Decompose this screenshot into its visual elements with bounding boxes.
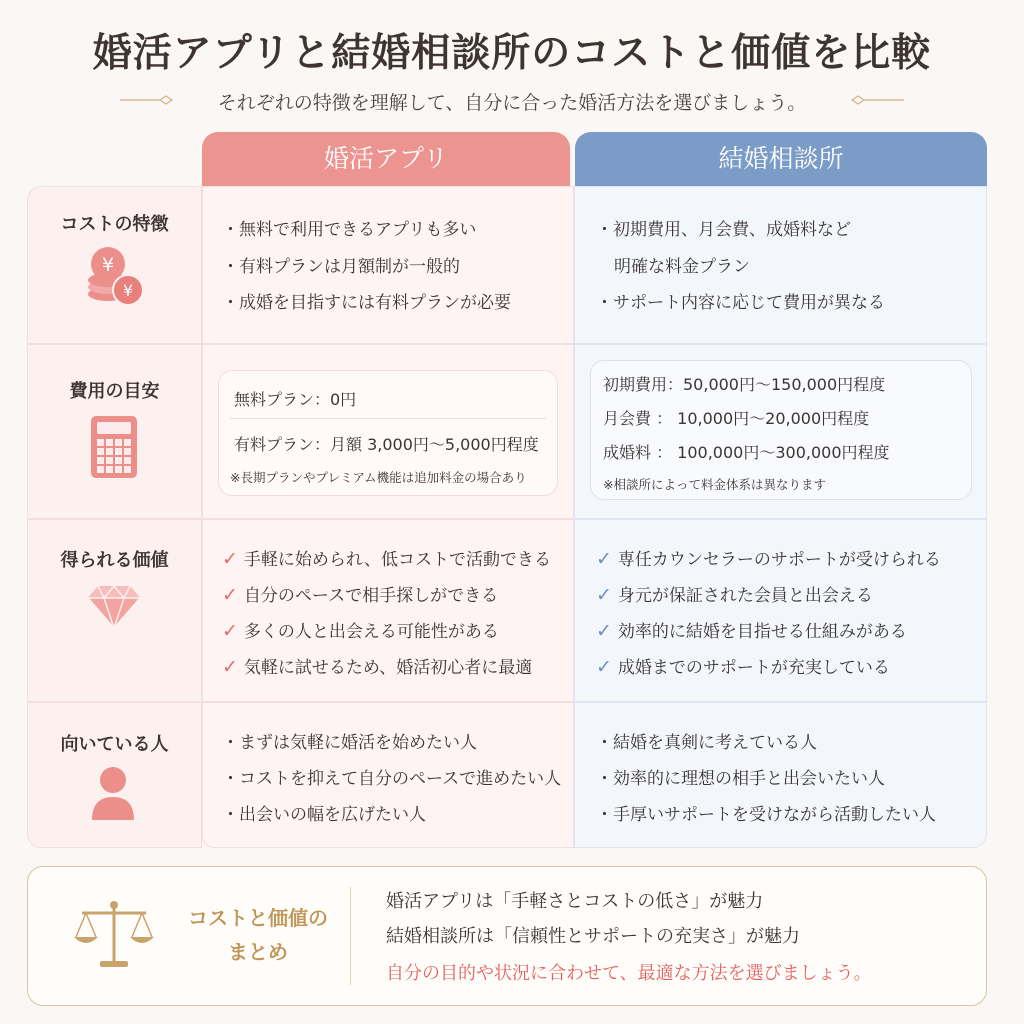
svg-text:¥: ¥ [101,254,115,276]
list-item: ✓ 身元が保証された会員と出会える [596,584,873,606]
summary-box [27,866,987,1006]
agency-price-initial: 初期費用：50,000円〜150,000円程度 [603,375,886,394]
list-item: 明確な料金プラン [614,257,750,277]
row-label-price: 費用の目安 [69,381,160,402]
list-item: ✓ 自分のペースで相手探しができる [222,584,499,606]
row-label-suited: 向いている人 [60,734,169,755]
column-header-agency: 結婚相談所 [575,132,987,186]
list-item: ・ まずは気軽に婚活を始めたい人 [222,728,477,753]
person-icon [90,766,136,820]
row-label-cost: コストの特徴 [60,214,169,235]
ornament-right-icon [848,93,904,107]
list-item: ✓ 成婚までのサポートが充実している [596,656,890,678]
svg-text:¥: ¥ [122,281,134,300]
balance-scale-icon [72,899,156,971]
check-icon: ✓ [222,620,238,642]
summary-highlight: 自分の目的や状況に合わせて、最適な方法を選びましょう。 [386,963,872,984]
summary-divider [350,887,351,985]
list-item: ・ 初期費用、月会費、成婚料など [596,215,851,240]
summary-label: コストと価値の まとめ [188,906,328,964]
list-item: ✓ 多くの人と出会える可能性がある [222,620,499,642]
agency-price-monthly: 月会費 ： 10,000円〜20,000円程度 [603,409,870,428]
summary-line-agency: 結婚相談所は「信頼性とサポートの充実さ」が魅力 [386,926,800,947]
list-item: ・ 出会いの幅を広げたい人 [222,800,426,825]
agency-price-success: 成婚料 ： 100,000円〜300,000円程度 [603,443,890,462]
check-icon: ✓ [596,584,612,606]
list-item: ・ コストを抑えて自分のペースで進めたい人 [222,764,561,789]
row-label-value: 得られる価値 [60,550,169,571]
list-item: ✓ 手軽に始められ、低コストで活動できる [222,548,551,570]
check-icon: ✓ [222,548,238,570]
list-item: ✓ 専任カウンセラーのサポートが受けられる [596,548,941,570]
list-item: ・ 成婚を目指すには有料プランが必要 [222,288,511,313]
list-item: ・ 効率的に理想の相手と出会いたい人 [596,764,885,789]
summary-line-app: 婚活アプリは「手軽さとコストの低さ」が魅力 [386,891,764,912]
calculator-icon [91,416,137,478]
yen-coins-icon [82,244,148,308]
list-item: ・ 結婚を真剣に考えている人 [596,728,817,753]
check-icon: ✓ [222,584,238,606]
agency-price-note: ※相談所によって料金体系は異なります [603,477,826,492]
check-icon: ✓ [596,620,612,642]
list-item: ・ 無料で利用できるアプリも多い [222,215,476,240]
list-item: ・ サポート内容に応じて費用が異なる [596,288,885,313]
check-icon: ✓ [596,548,612,570]
check-icon: ✓ [222,656,238,678]
page-subtitle: それぞれの特徴を理解して、自分に合った婚活方法を選びましょう。 [217,92,807,114]
app-price-note: ※長期プランやプレミアム機能は追加料金の場合あり [230,470,527,485]
price-divider [230,418,546,419]
diamond-icon [86,584,142,630]
app-price-free: 無料プラン：0円 [234,390,357,409]
list-item: ✓ 気軽に試せるため、婚活初心者に最適 [222,656,533,678]
list-item: ・ 手厚いサポートを受けながら活動したい人 [596,800,936,825]
page-title: 婚活アプリと結婚相談所のコストと価値を比較 [92,31,932,76]
column-header-app: 婚活アプリ [202,132,570,186]
app-price-paid: 有料プラン：月額 3,000円〜5,000円程度 [234,435,539,454]
list-item: ✓ 効率的に結婚を目指せる仕組みがある [596,620,907,642]
check-icon: ✓ [596,656,612,678]
list-item: ・ 有料プランは月額制が一般的 [222,252,460,277]
